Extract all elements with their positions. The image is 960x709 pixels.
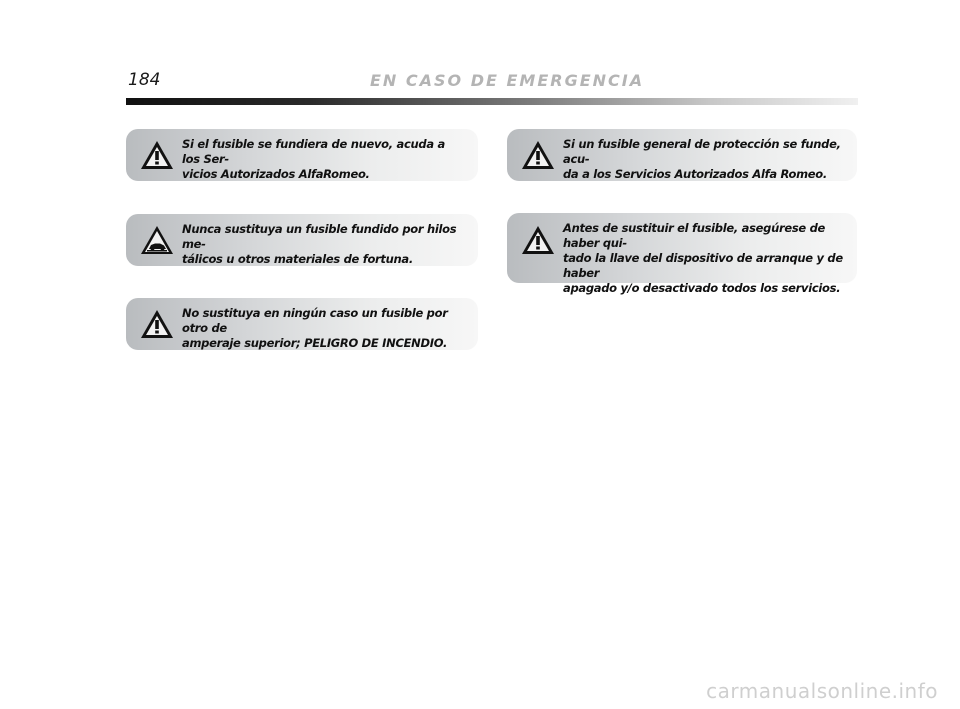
warning-text: Si un fusible general de protección se funde, acu- da a los Servicios Autorizados Alfa Romeo. (563, 137, 841, 181)
warning-triangle-icon (521, 140, 555, 170)
warning-box-metal-wire (126, 214, 478, 266)
car-triangle-icon (140, 225, 174, 255)
warning-box-remove-key (507, 213, 857, 295)
page-number: 184 (128, 70, 161, 90)
warning-triangle-icon (521, 225, 555, 255)
warning-text: No sustituya en ningún caso un fusible por otro de amperaje superior; PELIGRO DE INCENDIO. (182, 306, 448, 350)
header-bar (126, 98, 858, 105)
watermark: carmanualsonline.info (706, 679, 938, 703)
warning-triangle-icon (140, 140, 174, 170)
warning-box-fuse-blows-again (126, 129, 478, 181)
warning-text: Nunca sustituya un fusible fundido por hilos me- tálicos u otros materiales de fortuna. (182, 222, 457, 266)
warning-triangle-icon (140, 309, 174, 339)
warning-box-higher-amperage (126, 298, 478, 350)
warning-text: Si el fusible se fundiera de nuevo, acuda a los Ser- vicios Autorizados AlfaRomeo. (182, 137, 445, 181)
warning-text: Antes de sustituir el fusible, asegúrese de haber qui- tado la llave del dispositivo de arranque y de haber apagado y/o desactivado todos los servicios. (563, 221, 843, 295)
warning-box-main-fuse (507, 129, 857, 181)
section-title: EN CASO DE EMERGENCIA (370, 71, 645, 90)
